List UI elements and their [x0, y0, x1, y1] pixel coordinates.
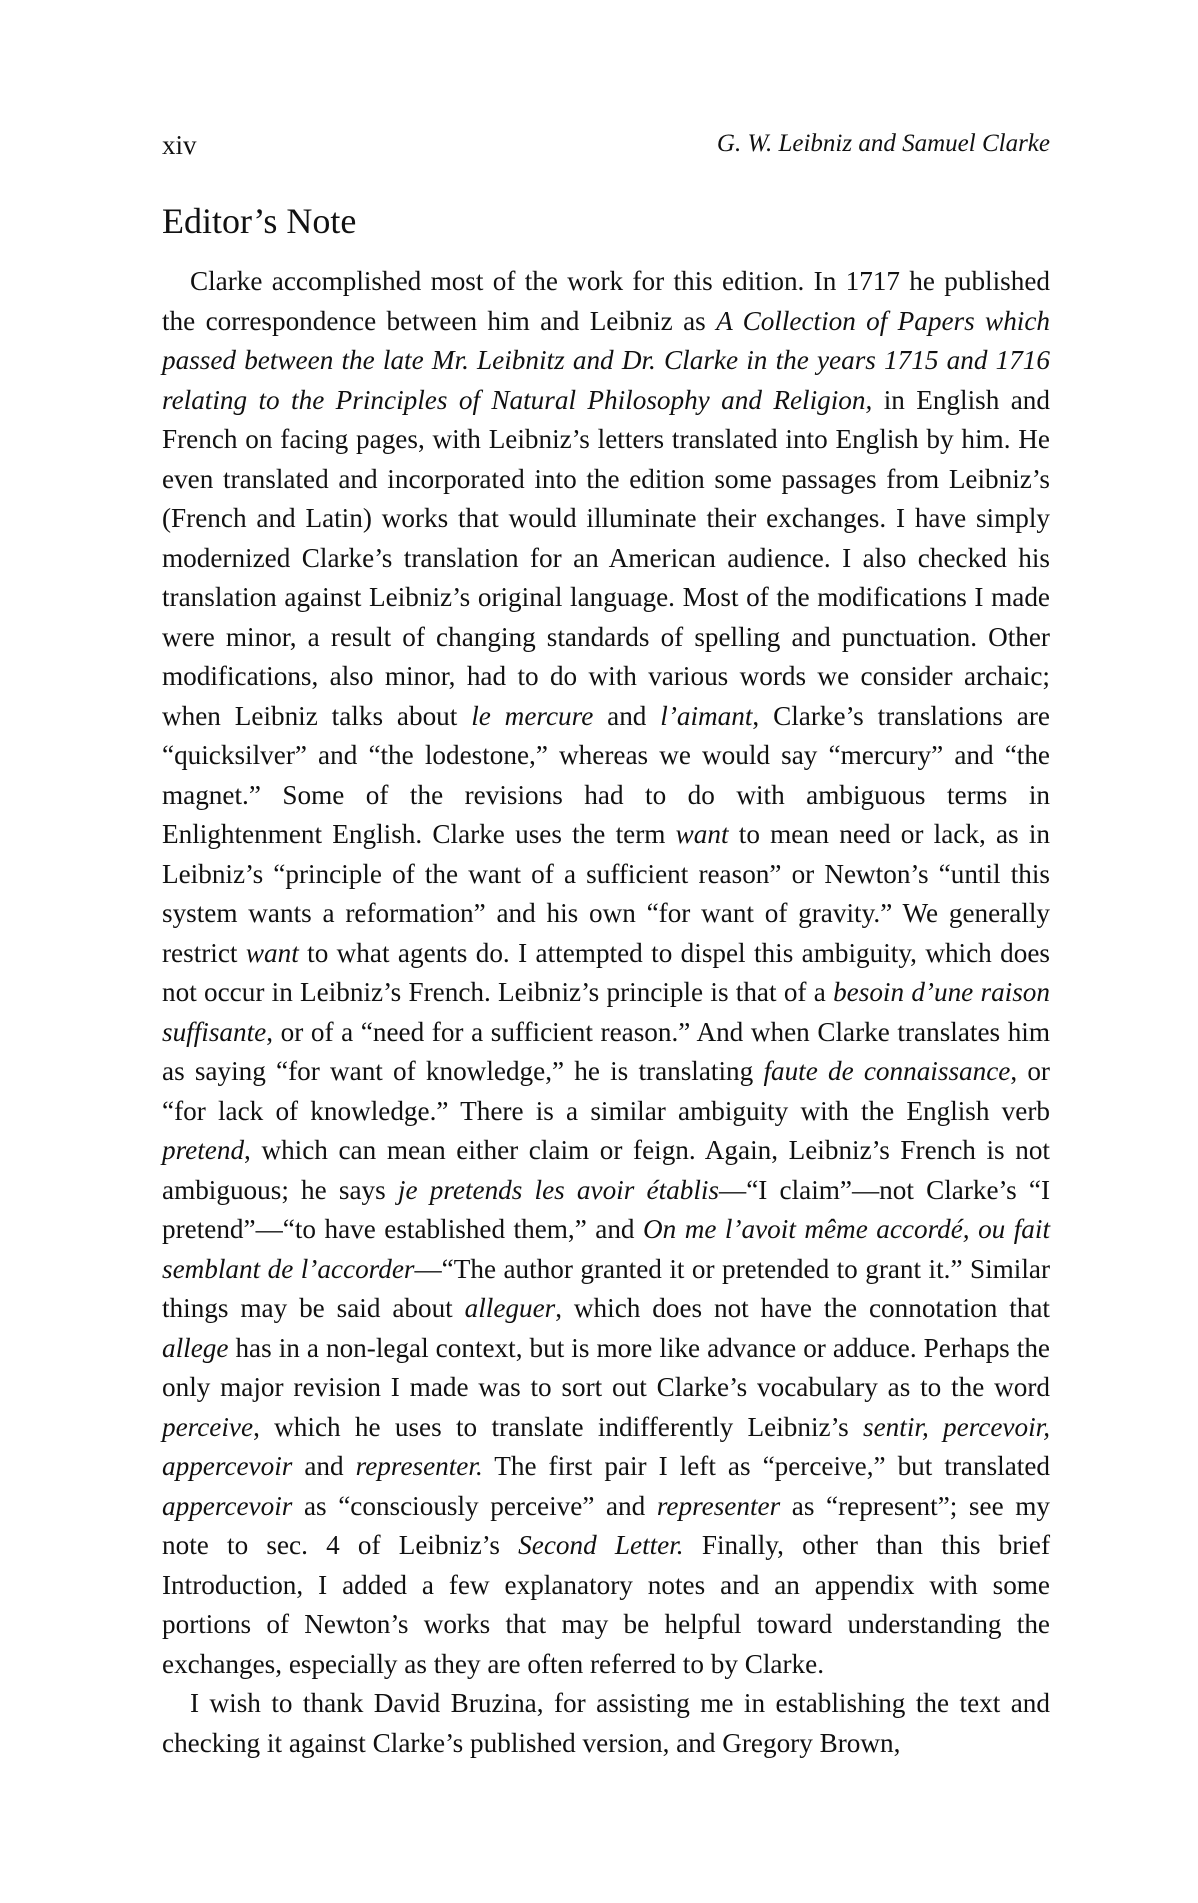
- italic-text-run: alleguer: [464, 1293, 556, 1323]
- italic-text-run: A Collection of Papers which passed between the late Mr. Leibnitz and Dr. Clarke in the years 1715 and 1716 relating to the Principles of Natural Philosophy and Religion,: [162, 305, 1050, 415]
- text-run: as “represent”; see my note to sec. 4 of Leibniz’s: [162, 1490, 1050, 1560]
- text-run: —“The author granted it or pretended to grant it.” Similar things may be said about: [162, 1253, 1051, 1323]
- italic-text-run: On me l’avoit même accordé, ou fait semblant de l’accorder: [162, 1214, 1050, 1284]
- italic-text-run: want: [675, 819, 729, 849]
- italic-text-run: le mercure: [471, 700, 594, 731]
- text-run: Clarke accomplished most of the work for this edition. In 1717 he published the correspondence between him and Leibniz as: [162, 266, 1050, 336]
- running-head: [162, 130, 1050, 166]
- text-run: , which does not have the connotation that: [555, 1293, 1050, 1323]
- italic-text-run: want: [245, 937, 299, 968]
- text-run: to mean need or lack, as in Leibniz’s “principle of the want of a sufficient reason” or Newton’s “until this system wants a reformation” and his own “for want of gravity.” We generally restrict: [162, 819, 1050, 968]
- italic-text-run: Second Letter.: [518, 1530, 684, 1560]
- body-text: [162, 262, 1050, 1763]
- italic-text-run: pretend: [162, 1135, 245, 1165]
- text-run: , which he uses to translate indifferently Leibniz’s: [253, 1411, 864, 1442]
- text-run: as “consciously perceive” and: [292, 1490, 657, 1521]
- italic-text-run: representer: [656, 1490, 781, 1521]
- italic-text-run: allege: [162, 1332, 229, 1363]
- italic-text-run: je pretends les avoir établis: [397, 1174, 720, 1205]
- text-run: to what agents do. I attempted to dispel this ambiguity, which does not occur in Leibniz’s French. Leibniz’s principle is that of a: [162, 937, 1050, 1007]
- text-run: , or “for lack of knowledge.” There is a similar ambiguity with the English verb: [162, 1056, 1050, 1126]
- italic-text-run: appercevoir: [162, 1490, 293, 1521]
- text-run: Finally, other than this brief Introduction, I added a few explanatory notes and an appendix with some portions of Newton’s works that may be helpful toward understanding the exchanges, especially as they are often referred to by Clarke.: [162, 1530, 1051, 1679]
- paragraph: [162, 262, 1050, 1684]
- italic-text-run: besoin d’une raison suffisante: [162, 977, 1050, 1047]
- text-run: has in a non-legal context, but is more like advance or adduce. Perhaps the only major revision I made was to sort out Clarke’s vocabulary as to the word: [162, 1332, 1050, 1402]
- italic-text-run: sentir, percevoir, appercevoir: [162, 1411, 1050, 1481]
- text-run: , or of a “need for a sufficient reason.” And when Clarke translates him as saying “for want of knowledge,” he is translating: [162, 1016, 1050, 1086]
- page-number: xiv: [162, 130, 197, 160]
- running-title: G. W. Leibniz and Samuel Clarke: [716, 130, 1050, 157]
- italic-text-run: perceive: [162, 1411, 254, 1442]
- text-run: in English and French on facing pages, with Leibniz’s letters translated into English by him. He even translated and incorporated into the edition some passages from Leibniz’s (French and Latin) works that would illuminate their exchanges. I have simply modernized Clarke’s translation for an American audience. I also checked his translation against Leibniz’s original language. Most of the modifications I made were minor, a result of changing standards of spelling and punctuation. Other modifications, also minor, had to do with various words we consider archaic; when Leibniz talks about: [162, 384, 1050, 731]
- italic-text-run: faute de connaissance: [763, 1056, 1011, 1086]
- text-run: and: [593, 700, 661, 731]
- text-run: , which can mean either claim or feign. Again, Leibniz’s French is not ambiguous; he says: [162, 1135, 1050, 1205]
- section-title: Editor’s Note: [162, 201, 357, 241]
- paragraph: [162, 1684, 1050, 1763]
- text-run: The first pair I left as “perceive,” but translated: [482, 1451, 1051, 1481]
- italic-text-run: representer.: [355, 1451, 483, 1481]
- text-run: , Clarke’s translations are “quicksilver” and “the lodestone,” whereas we would say “mercury” and “the magnet.” Some of the revisions had to do with ambiguous terms in Enlightenment English. Clarke uses the term: [162, 700, 1050, 849]
- text-run: —“I claim”—not Clarke’s “I pretend”—“to have established them,” and: [162, 1174, 1050, 1244]
- text-run: and: [292, 1451, 356, 1481]
- text-run: I wish to thank David Bruzina, for assisting me in establishing the text and checking it against Clarke’s published version, and Gregory Brown,: [162, 1688, 1050, 1758]
- italic-text-run: l’aimant: [660, 700, 753, 731]
